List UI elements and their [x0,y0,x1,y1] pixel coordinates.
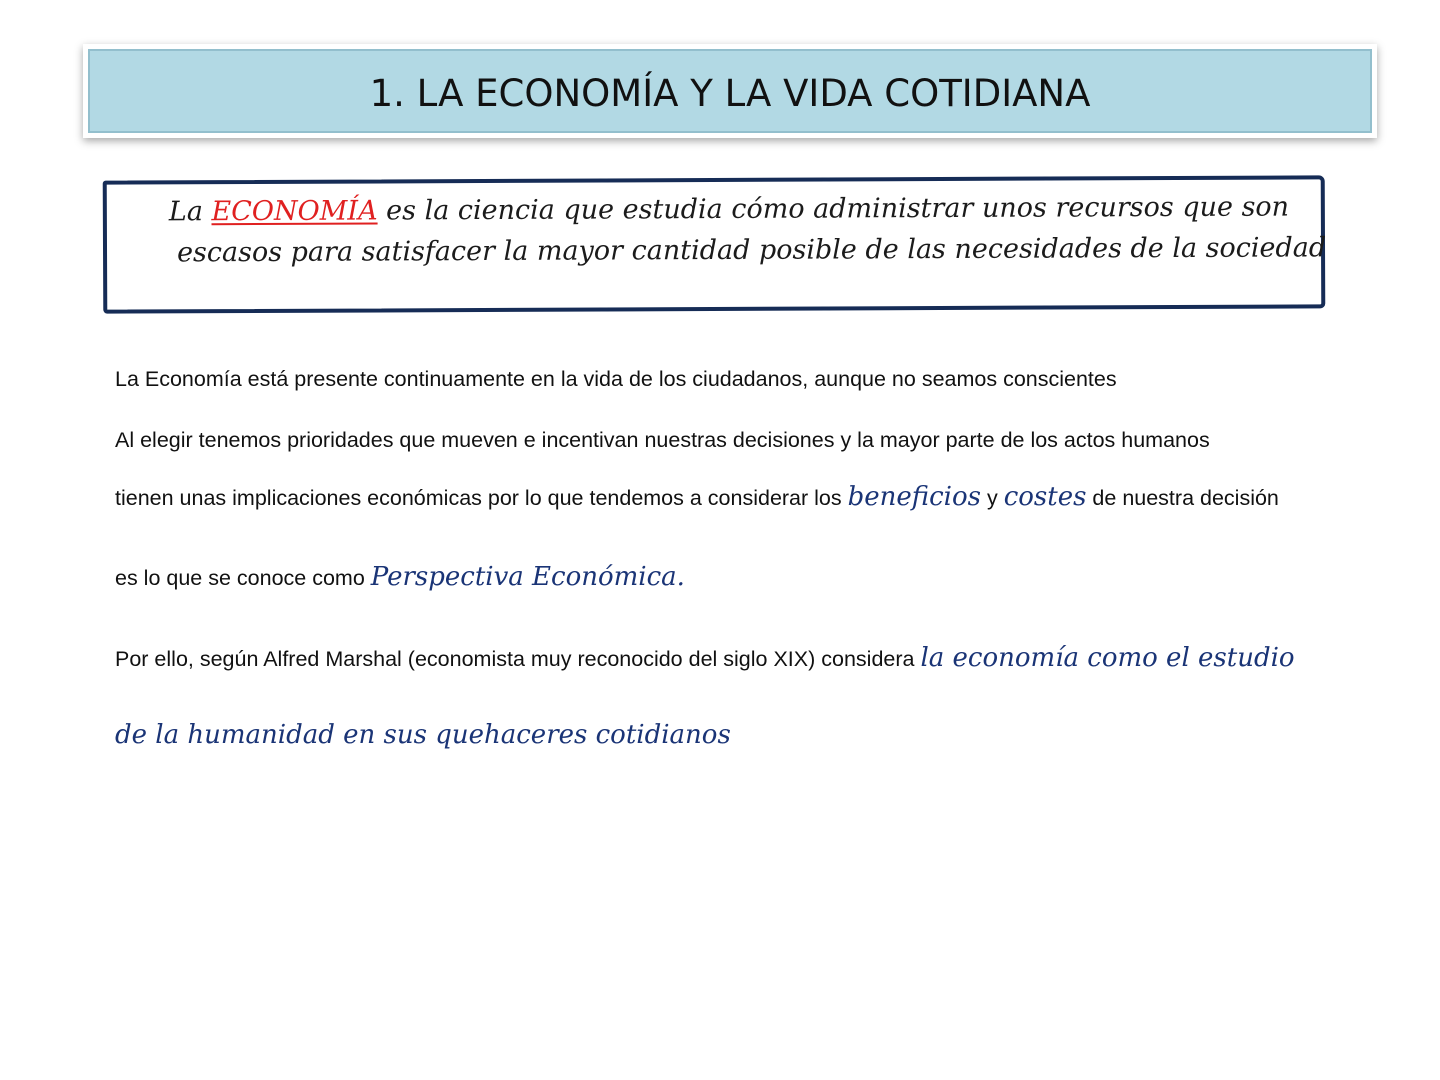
paragraph-3-text-c: de nuestra decisión [1086,486,1279,510]
paragraph-6 [115,720,731,750]
paragraph-2: Al elegir tenemos prioridades que mueven e incentivan nuestras decisiones y la mayor parte de los actos humanos [115,428,1210,452]
paragraph-1: La Economía está presente continuamente en la vida de los ciudadanos, aunque no seamos conscientes [115,367,1117,391]
page-title: 1. LA ECONOMÍA Y LA VIDA COTIDIANA [369,71,1091,115]
definition-line-2: escasos para satisfacer la mayor cantidad posible de las necesidades de la sociedad [176,232,1327,269]
paragraph-3-text-b: y [981,486,1004,510]
paragraph-5 [115,643,1295,673]
paragraph-4-text: es lo que se conoce como [115,566,371,590]
paragraph-3-text-a: tienen unas implicaciones económicas por lo que tendemos a considerar los [115,486,848,510]
definition-prefix: La [168,196,212,228]
definition-box [103,175,1326,313]
costes-highlight: costes [1003,482,1087,512]
perspectiva-highlight: Perspectiva Económica. [370,562,685,592]
marshall-quote-start: la economía como el estudio [920,643,1295,673]
title-banner [88,49,1372,133]
paragraph-4 [115,562,685,592]
definition-line-1 [169,191,1289,227]
title-frame [83,44,1377,138]
marshall-quote-end: de la humanidad en sus quehaceres cotidianos [115,720,731,750]
definition-suffix: es la ciencia que estudia cómo administrar unos recursos que son [377,191,1290,227]
paragraph-5-text: Por ello, según Alfred Marshal (economista muy reconocido del siglo XIX) considera [115,647,921,671]
economia-highlight: ECONOMÍA [211,195,378,228]
paragraph-3 [115,482,1279,512]
beneficios-highlight: beneficios [847,482,981,512]
